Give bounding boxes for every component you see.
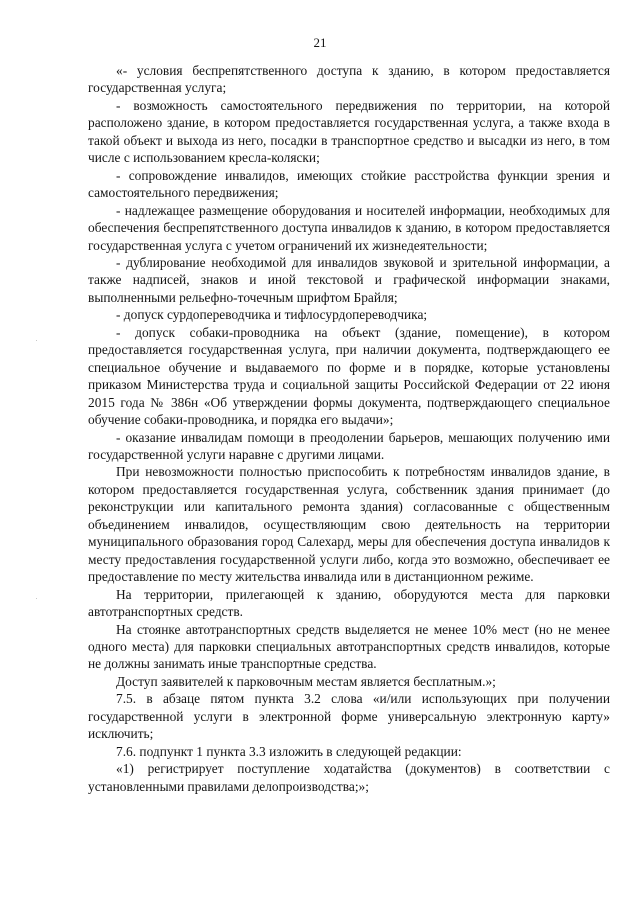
paragraph-registration: «1) регистрирует поступление ходатайства (документов) в соответствии с установленными правилами делопроизводства;»;	[88, 761, 610, 794]
paragraph-building-adaptation: При невозможности полностью приспособить к потребностям инвалидов здание, в котором предоставляется государственная услуга, собственник здания принимает (до реконструкции или капитального ремонта здания) согласованные с общественным объединением инвалидов, осуществляющим свою деятельность на территории муниципального образования город Салехард, меры для обеспечения доступа инвалидов к месту предоставления государственной услуги либо, когда это возможно, обеспечивает ее предоставление по месту жительства инвалида или в дистанционном режиме.	[88, 464, 610, 585]
scan-artifact	[36, 598, 37, 599]
paragraph-accessibility-conditions: «- условия беспрепятственного доступа к зданию, в котором предоставляется государственная услуга;	[88, 63, 610, 96]
paragraph-parking-allocation: На стоянке автотранспортных средств выделяется не менее 10% мест (но не менее одного места) для парковки специальных автотранспортных средств инвалидов, которые не должны занимать иные транспортные средства.	[88, 621, 610, 672]
paragraph-sign-language-interpreter: - допуск сурдопереводчика и тифлосурдопереводчика;	[116, 307, 428, 323]
document-body	[88, 62, 610, 795]
paragraph-free-parking: Доступ заявителей к парковочным местам является бесплатным.»;	[116, 673, 496, 689]
paragraph-item-7-5: 7.5. в абзаце пятом пункта 3.2 слова «и/или использующих при получении государственной услуги в электронной форме универсальную электронную карту» исключить;	[88, 691, 610, 742]
paragraph-independent-movement: - возможность самостоятельного передвижения по территории, на которой расположено здание, в котором предоставляется государственная услуга, а также входа в такой объект и выхода из него, посадки в транспортное средство и высадки из него, в том числе с использованием кресла-коляски;	[88, 97, 610, 166]
paragraph-item-7-6: 7.6. подпункт 1 пункта 3.3 изложить в следующей редакции:	[116, 743, 462, 759]
paragraph-parking-territory: На территории, прилегающей к зданию, оборудуются места для парковки автотранспортных средств.	[88, 586, 610, 620]
page-number: 21	[313, 35, 327, 50]
paragraph-equipment-placement: - надлежащее размещение оборудования и носителей информации, необходимых для обеспечения беспрепятственного доступа инвалидов к зданию, в котором предоставляется государственная услуга с учетом ограничений их жизнедеятельности;	[88, 202, 610, 253]
paragraph-guide-dog: - допуск собаки-проводника на объект (здание, помещение), в котором предоставляется государственная услуга, при наличии документа, подтверждающего ее специальное обучение и выдаваемого по форме и в порядке, которые установлены приказом Министерства труда и социальной защиты Российской Федерации от 22 июня 2015 года № 386н «Об утверждении формы документа, подтверждающего специальное обучение собаки-проводника, и порядка его выдачи»;	[88, 324, 610, 428]
paragraph-barrier-assistance: - оказание инвалидам помощи в преодолении барьеров, мешающих получению ими государственной услуги наравне с другими лицами.	[88, 429, 610, 462]
paragraph-accompaniment: - сопровождение инвалидов, имеющих стойкие расстройства функции зрения и самостоятельного передвижения;	[88, 167, 610, 201]
scan-artifact	[36, 340, 37, 341]
paragraph-information-duplication: - дублирование необходимой для инвалидов звуковой и зрительной информации, а также надписей, знаков и иной текстовой и графической информации знаками, выполненными рельефно-точечным шрифтом Брайля;	[88, 254, 610, 305]
